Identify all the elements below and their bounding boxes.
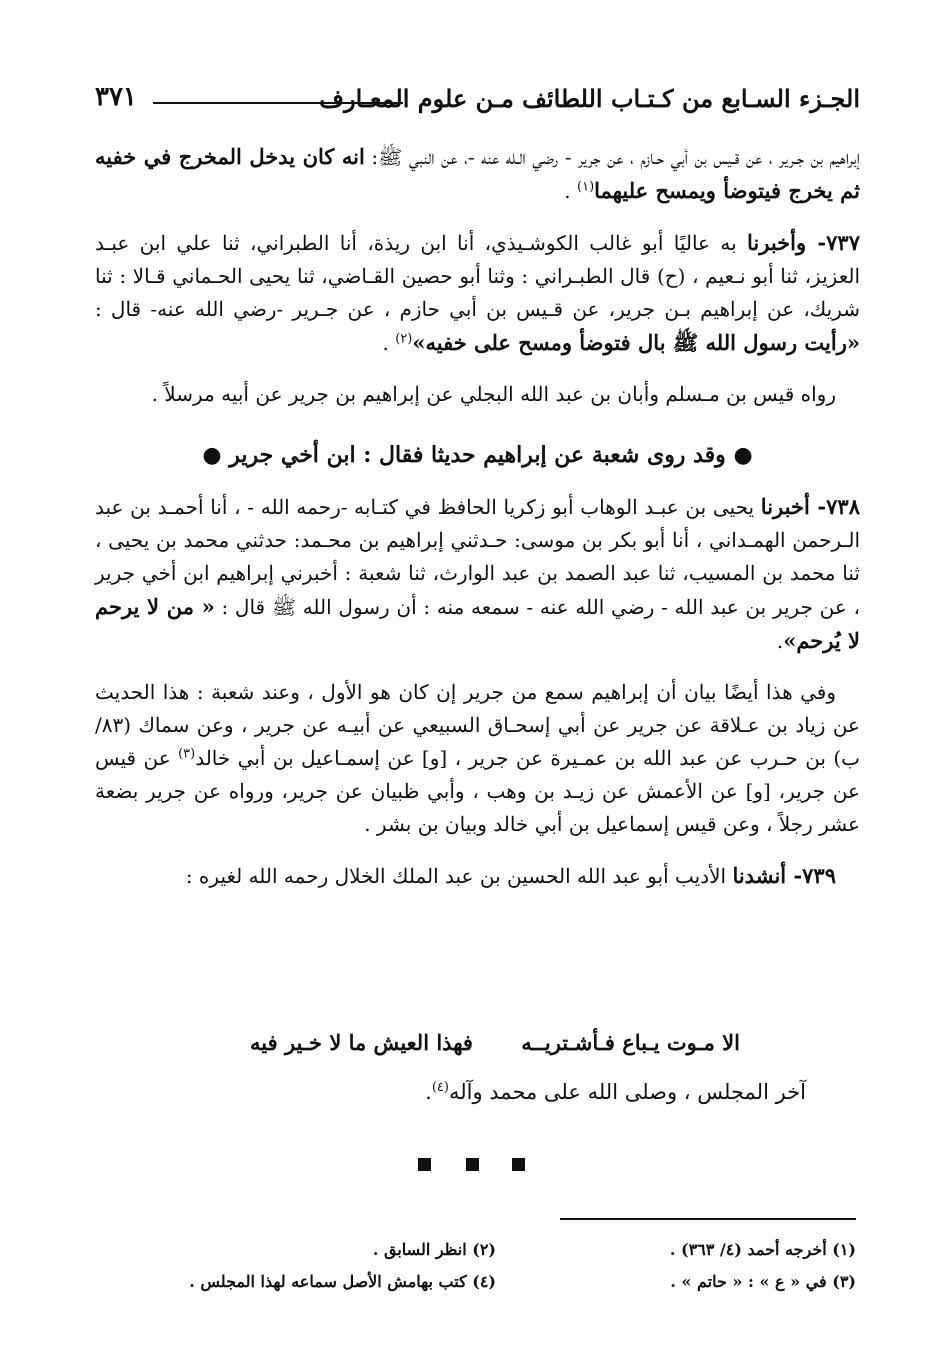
paragraph-1-end: . <box>564 179 577 203</box>
paragraph-739-text: الأديب أبو عبد الله الحسين بن عبد الملك الخلال رحمه الله لغيره : <box>185 864 733 888</box>
footnote-ref-2: (٢) <box>395 331 413 347</box>
section-heading: ● وقد روى شعبة عن إبراهيم حديثا فقال : ابن أخي جرير ● <box>202 442 753 468</box>
ornament-square-icon <box>466 1158 479 1171</box>
paragraph-1 <box>95 140 860 208</box>
footnote-rule <box>560 1218 856 1220</box>
footnote-ref-4: (٤) <box>431 1080 449 1095</box>
paragraph-1-text: إبراهيم بن جـرير ، عن قـيس بن أبي حـازم ، عن جرير - رضي الـله عنه -، عن النبي ﷺ: <box>364 145 860 169</box>
section-end-ornament <box>418 1158 528 1174</box>
hadith-number-738: ٧٣٨- أخبرنا <box>760 494 860 519</box>
footnote-ref-3: (٣) <box>178 746 196 762</box>
verse-hemistich-2: فهذا العيش ما لا خـير فيه <box>250 1030 473 1055</box>
footnote-1: (١) أخرجه أحمد (٤/ ٣٦٣) . <box>669 1240 856 1259</box>
running-title: الجـزء السـابع من كـتـاب اللطائف مـن علوم المعـارف <box>319 84 860 113</box>
page-number: ٣٧١ <box>95 82 137 112</box>
paragraph-5-text: وفي هذا أيضًا بيان أن إبراهيم سمع من جرير إن كان هو الأول ، وعند شعبة : هذا الحديث عن زياد بن عـلاقة عن جرير عن أبي إسحـاق السبيعي عن أبيـه عن جرير ، وعن سماك (٨٣/ب) بن حـرب عن عبد الله بن عمـيرة عن جرير ، [و] عن إسمـاعيل بن أبي خالد <box>95 680 861 770</box>
paragraph-737-text: به عاليًا أبو غالب الكوشـيذي، أنا ابن ريذة، أنا الطبراني، ثنا علي ابن عبـد العزيز، ثنا أبو نـعيم ، (ح) قال الطبـراني : وثنا أبو حصين القـاضي، ثنا يحيى الحـماني قـالا : ثنا شريك، عن إبراهيم بـن جرير، عن قـيس بن أبي حازم ، عن جـرير -رضي الله عنه- قال : <box>95 231 861 321</box>
closing-line <box>425 1080 806 1104</box>
footnote-3: (٣) في « ع » : « حاتم » . <box>670 1272 856 1291</box>
body-text <box>95 140 860 911</box>
paragraph-738-end: . <box>776 629 784 653</box>
paragraph-738 <box>95 490 860 658</box>
paragraph-5 <box>95 676 860 841</box>
ornament-square-icon <box>512 1158 525 1171</box>
hadith-text-1: انه كان يدخل المخرج في خفيه ثم يخرج فيتوضأ ويمسح عليهما <box>95 144 860 203</box>
verse-hemistich-1: الا مـوت يـباع فـأشـتريــه <box>521 1030 740 1055</box>
paragraph-3: رواه قيس بن مـسلم وأبان بن عبد الله البجلي عن إبراهيم بن جرير عن أبيه مرسلاً . <box>151 382 836 406</box>
paragraph-737 <box>95 226 860 360</box>
hadith-number-737: ٧٣٧- وأخبرنا <box>747 230 860 255</box>
page-header <box>95 82 860 122</box>
footnote-4: (٤) كتب بهامش الأصل سماعه لهذا المجلس . <box>189 1272 496 1291</box>
footnote-ref-1: (١) <box>577 179 595 195</box>
header-rule <box>153 102 403 104</box>
paragraph-738-text: يحيى بن عبـد الوهاب أبو زكريا الحافظ في كتـابه -رحمه الله - ، أنا أحمـد بن عبد الـرحمن الهمـداني ، أنا أبو بكر بن موسى: حـدثني إبراهيم بن محـمد: حدثني محمد بن يحيى ، ثنا محمد بن المسيب، ثنا عبد الصمد بن عبد الوارث، ثنا شعبة : أخبرني إبراهيم ابن أخي جرير ، عن جرير بن عبد الله - رضي الله عنه - سمعه منه : أن رسول الله ﷺ قال : <box>95 495 860 619</box>
closing-end: . <box>425 1080 432 1104</box>
poetry-verse <box>250 1030 740 1064</box>
paragraph-5-cont: عن قيس عن جرير، [و] عن الأعمش عن زيـد بن وهب ، وأبي ظبيان عن جرير، ورواه عن جرير بضعة عشر رجلاً ، وعن قيس إسماعيل بن أبي خالد وبيان بن بشر . <box>95 746 860 836</box>
closing-text: آخر المجلس ، وصلى الله على محمد وآله <box>448 1080 806 1104</box>
hadith-text-737: «رأيت رسول الله ﷺ بال فتوضأ ومسح على خفيه» <box>412 330 860 355</box>
paragraph-739 <box>95 859 860 893</box>
footnote-2: (٢) انظر السابق . <box>372 1240 496 1259</box>
ornament-square-icon <box>418 1158 431 1171</box>
hadith-text-738: « من لا يرحم لا يُرحم» <box>95 594 860 653</box>
hadith-number-739: ٧٣٩- أنشدنا <box>732 863 836 888</box>
paragraph-737-end: . <box>382 331 396 355</box>
